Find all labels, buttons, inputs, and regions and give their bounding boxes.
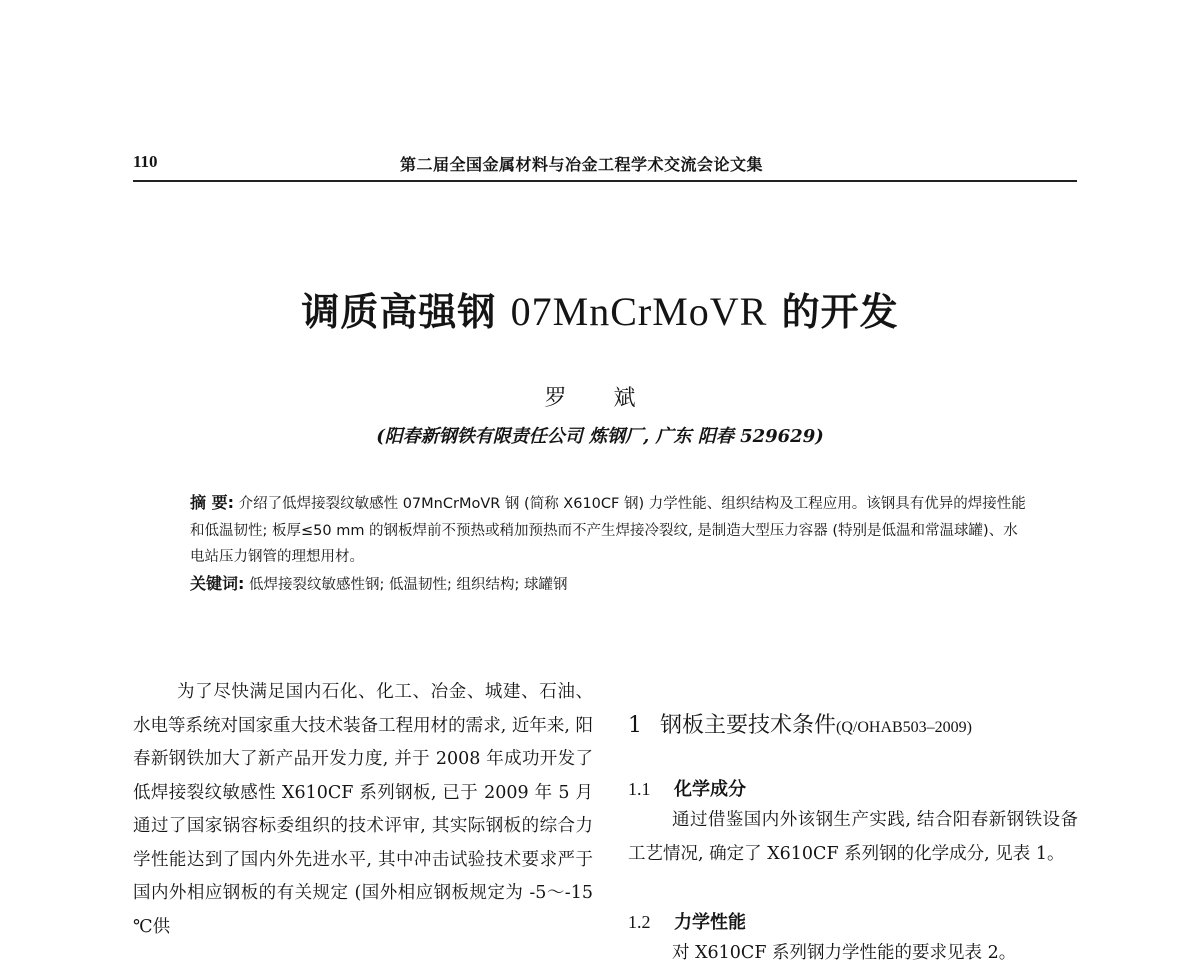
section-1-number: 1 xyxy=(628,713,642,738)
header-rule xyxy=(133,180,1077,182)
author-name: 罗 斌 xyxy=(544,386,656,411)
subsection-1-1-heading xyxy=(628,775,746,801)
title-prefix: 调质高强钢 xyxy=(301,290,497,334)
keywords xyxy=(190,571,1030,599)
mechanical-properties-paragraph: 对 X610CF 系列钢力学性能的要求见表 2。 xyxy=(672,943,1017,963)
page-number: 110 xyxy=(133,152,158,171)
keywords-text: 低焊接裂纹敏感性钢; 低温韧性; 组织结构; 球罐钢 xyxy=(249,576,568,593)
paper-title xyxy=(0,281,1200,336)
abstract-block xyxy=(190,490,1030,598)
title-steel-code: 07MnCrMoVR xyxy=(510,289,768,334)
section-1-heading xyxy=(628,708,1088,739)
intro-paragraph: 为了尽快满足国内石化、化工、冶金、城建、石油、水电等系统对国家重大技术装备工程用材的需求, 近年来, 阳春新钢铁加大了新产品开发力度, 并于 2008 年成功开发了低焊接裂纹敏感性 X610CF 系列钢板, 已于 2009 年 5 月通过了国家锅容标委组织的技术评审, 其实际钢板的综合力学性能达到了国内外先进水平, 其中冲击试验技术要求严于国内外相应钢板的有关规定 (国外相应钢板规定为 -5～-15 ℃供 xyxy=(133,682,593,937)
subsection-1-1-number: 1.1 xyxy=(628,779,651,799)
left-column xyxy=(133,676,593,944)
running-title: 第二届全国金属材料与冶金工程学术交流会论文集 xyxy=(400,155,764,174)
section-1-title: 钢板主要技术条件 xyxy=(660,713,837,738)
abstract-label: 摘 要: xyxy=(190,493,234,512)
keywords-label: 关键词: xyxy=(190,573,245,593)
section-1-standard: (Q/OHAB503–2009) xyxy=(836,719,973,736)
subsection-1-1-title: 化学成分 xyxy=(674,779,746,800)
subsection-1-2-title: 力学性能 xyxy=(674,912,746,933)
abstract xyxy=(190,490,1030,571)
subsection-1-2-heading xyxy=(628,908,746,934)
author-affiliation: (阳春新钢铁有限责任公司 炼钢厂, 广东 阳春 529629) xyxy=(376,426,824,447)
abstract-text: 介绍了低焊接裂纹敏感性 07MnCrMoVR 钢 (简称 X610CF 钢) 力学性能、组织结构及工程应用。该钢具有优异的焊接性能和低温韧性; 板厚≤50 mm 的钢板焊前不预热或稍加预热而不产生焊接冷裂纹, 是制造大型压力容器 (特别是低温和常温球罐)、水电站压力钢管的理想用材。 xyxy=(190,496,1026,565)
chemical-composition-paragraph: 通过借鉴国内外该钢生产实践, 结合阳春新钢铁设备工艺情况, 确定了 X610CF 系列钢的化学成分, 见表 1。 xyxy=(628,810,1078,864)
subsection-1-2-number: 1.2 xyxy=(628,912,651,932)
title-suffix: 的开发 xyxy=(781,290,899,334)
